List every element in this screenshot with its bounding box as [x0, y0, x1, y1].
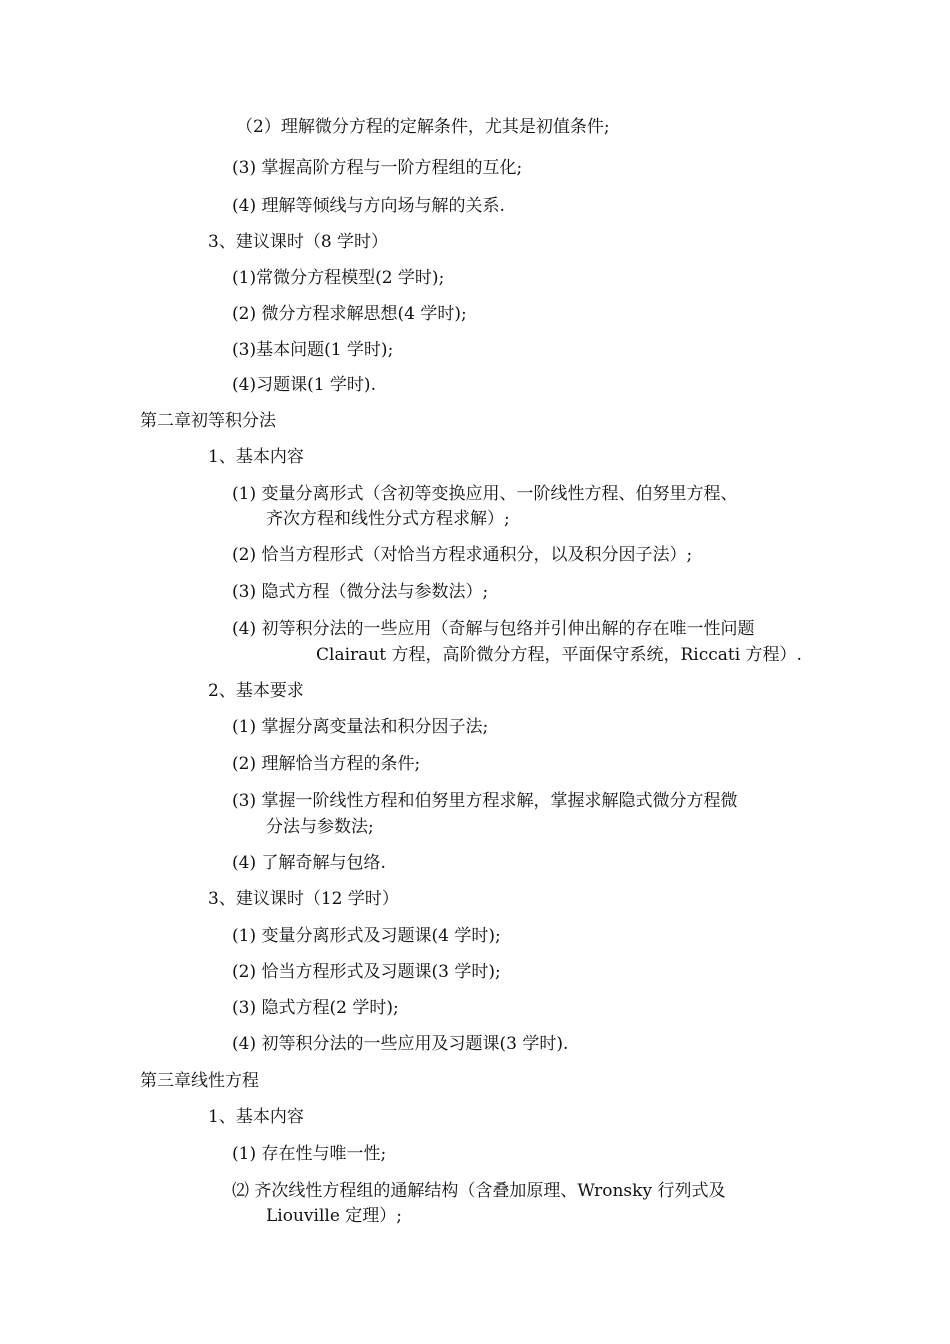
- list-item-continuation: Liouville 定理）;: [266, 1206, 403, 1226]
- list-item: (1) 变量分离形式（含初等变换应用、一阶线性方程、伯努里方程、: [232, 484, 738, 504]
- list-item: (3)基本问题(1 学时);: [232, 340, 394, 360]
- list-item: (2) 微分方程求解思想(4 学时);: [232, 304, 467, 324]
- section-heading: 3、建议课时（8 学时）: [208, 232, 389, 252]
- chapter-heading: 第三章线性方程: [140, 1071, 259, 1091]
- list-item-continuation: 齐次方程和线性分式方程求解）;: [266, 509, 510, 529]
- list-item: (2) 理解恰当方程的条件;: [232, 754, 421, 774]
- text-line: （2）理解微分方程的定解条件，尤其是初值条件;: [236, 117, 610, 137]
- section-heading: 1、基本内容: [208, 1107, 304, 1127]
- list-item: (3) 隐式方程（微分法与参数法）;: [232, 582, 489, 602]
- list-item: (4) 初等积分法的一些应用（奇解与包络并引伸出解的存在唯一性问题: [232, 619, 755, 639]
- list-item: (3) 掌握高阶方程与一阶方程组的互化;: [232, 158, 523, 178]
- list-item: (4) 初等积分法的一些应用及习题课(3 学时).: [232, 1034, 569, 1054]
- section-heading: 2、基本要求: [208, 681, 304, 701]
- list-item: (1) 存在性与唯一性;: [232, 1144, 387, 1164]
- list-item: (2) 恰当方程形式及习题课(3 学时);: [232, 962, 501, 982]
- list-item: (3) 掌握一阶线性方程和伯努里方程求解，掌握求解隐式微分方程微: [232, 791, 738, 811]
- list-item: (1) 掌握分离变量法和积分因子法;: [232, 717, 489, 737]
- section-heading: 3、建议课时（12 学时）: [208, 889, 399, 909]
- list-item: (1) 变量分离形式及习题课(4 学时);: [232, 926, 501, 946]
- list-item-continuation: Clairaut 方程，高阶微分方程，平面保守系统，Riccati 方程）.: [316, 645, 802, 665]
- list-item: (1)常微分方程模型(2 学时);: [232, 268, 445, 288]
- list-item: (4) 了解奇解与包络.: [232, 853, 386, 873]
- list-item: (4) 理解等倾线与方向场与解的关系.: [232, 196, 505, 216]
- list-item: (4)习题课(1 学时).: [232, 375, 376, 395]
- chapter-heading: 第二章初等积分法: [140, 411, 276, 431]
- list-item: (2) 恰当方程形式（对恰当方程求通积分，以及积分因子法）;: [232, 545, 693, 565]
- list-item: ⑵ 齐次线性方程组的通解结构（含叠加原理、Wronsky 行列式及: [232, 1181, 726, 1201]
- list-item-continuation: 分法与参数法;: [266, 817, 374, 837]
- section-heading: 1、基本内容: [208, 447, 304, 467]
- list-item: (3) 隐式方程(2 学时);: [232, 998, 399, 1018]
